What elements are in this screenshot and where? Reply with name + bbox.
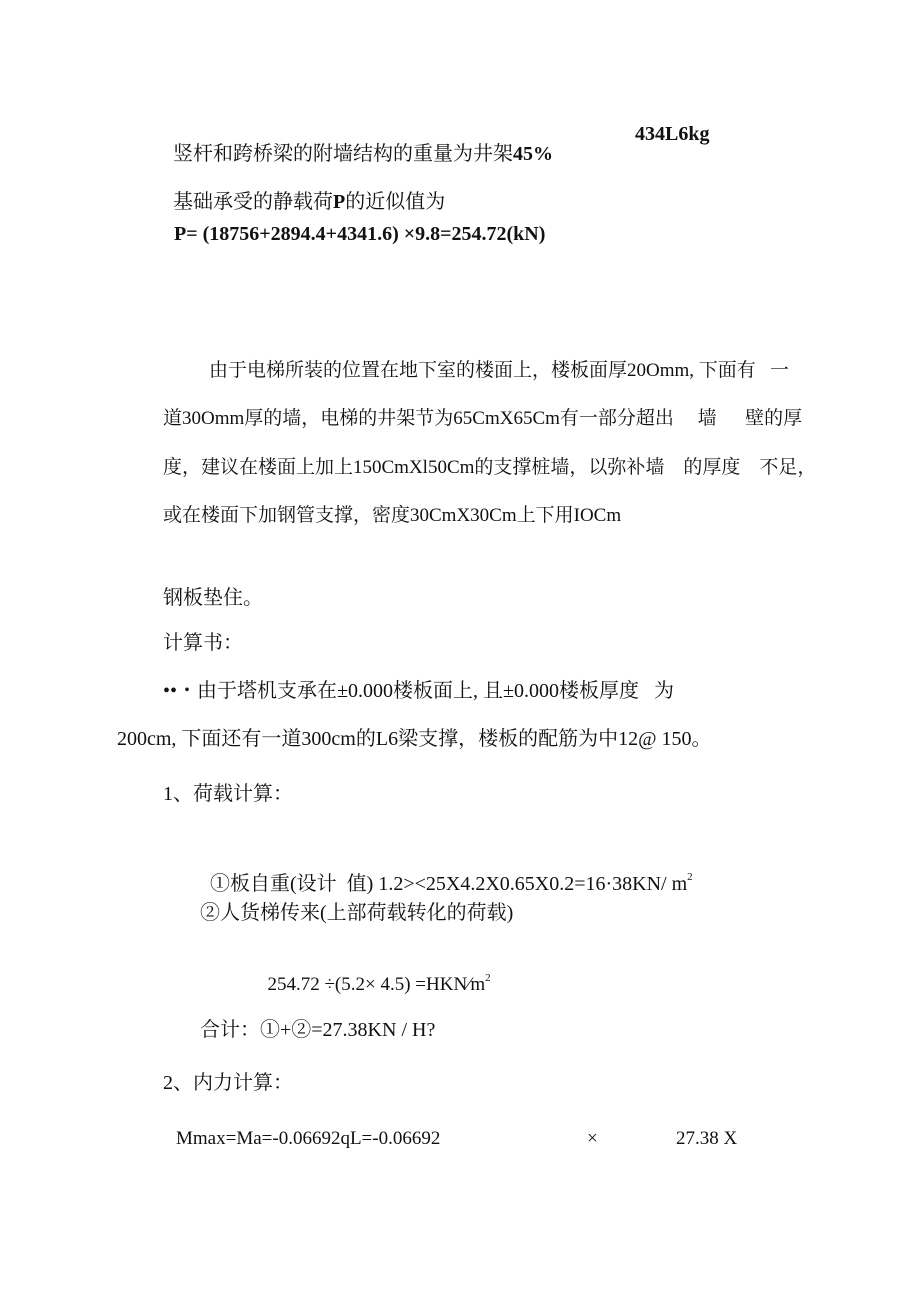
static-load-text: 基础承受的静载荷 [173, 191, 333, 213]
load-item-2-calc-text: 254.72 ÷(5.2× 4.5) =HKN⁄m [267, 974, 486, 995]
load-item-1-text: ①板自重(设计 值) 1.2><25X4.2X0.65X0.2=16·38KN/ m [210, 873, 688, 895]
paragraph-line-3: 度，建议在楼面上加上150CmXl50Cm的支撑桩墙，以弥补墙 的厚度 不足， [163, 457, 817, 478]
calc-heading: 计算书： [163, 632, 243, 654]
load-item-2-calc [258, 956, 491, 994]
weight-percent: 45% [513, 143, 553, 165]
load-item-1-sup: 2 [687, 871, 693, 883]
load-formula: P= (18756+2894.4+4341.6) ×9.8=254.72(kN) [174, 223, 546, 245]
paragraph-line-1: 由于电梯所装的位置在地下室的楼面上，楼板面厚20Omm, 下面有 一 [209, 360, 790, 381]
load-total: 合计：①+②=27.38KN / H? [200, 1019, 436, 1041]
moment-times-sign: × [587, 1128, 598, 1149]
static-load-line [163, 172, 445, 212]
static-load-tail: 的近似值为 [345, 191, 446, 213]
moment-formula: Mmax=Ma=-0.06692qL=-0.06692 [176, 1128, 441, 1149]
load-calc-heading: 1、荷载计算： [163, 783, 293, 805]
load-item-2-sup: 2 [485, 972, 491, 984]
calc-intro-line-1: ••・由于塔机支承在±0.000楼板面上, 且±0.000楼板厚度 为 [163, 680, 674, 702]
weight-line [163, 124, 553, 164]
paragraph-line-5: 钢板垫住。 [163, 587, 263, 609]
paragraph-line-2: 道30Omm厚的墙，电梯的井架节为65CmX65Cm有一部分超出 墙 壁的厚 [163, 408, 803, 429]
paragraph-line-4: 或在楼面下加钢管支撑，密度30CmX30Cm上下用IOCm [163, 505, 622, 526]
static-load-symbol: P [333, 191, 346, 213]
weight-line-text: 竖杆和跨桥梁的附墙结构的重量为井架 [173, 143, 513, 165]
force-calc-heading: 2、内力计算： [163, 1072, 293, 1094]
calc-intro-line-2: 200cm, 下面还有一道300cm的L6梁支撑，楼板的配筋为中12@ 150。 [117, 728, 712, 750]
load-item-1 [200, 854, 693, 894]
weight-value: 434L6kg [635, 123, 710, 145]
load-item-2: ②人货梯传来(上部荷载转化的荷载) [200, 902, 514, 924]
moment-formula-tail: 27.38 X [676, 1128, 738, 1149]
